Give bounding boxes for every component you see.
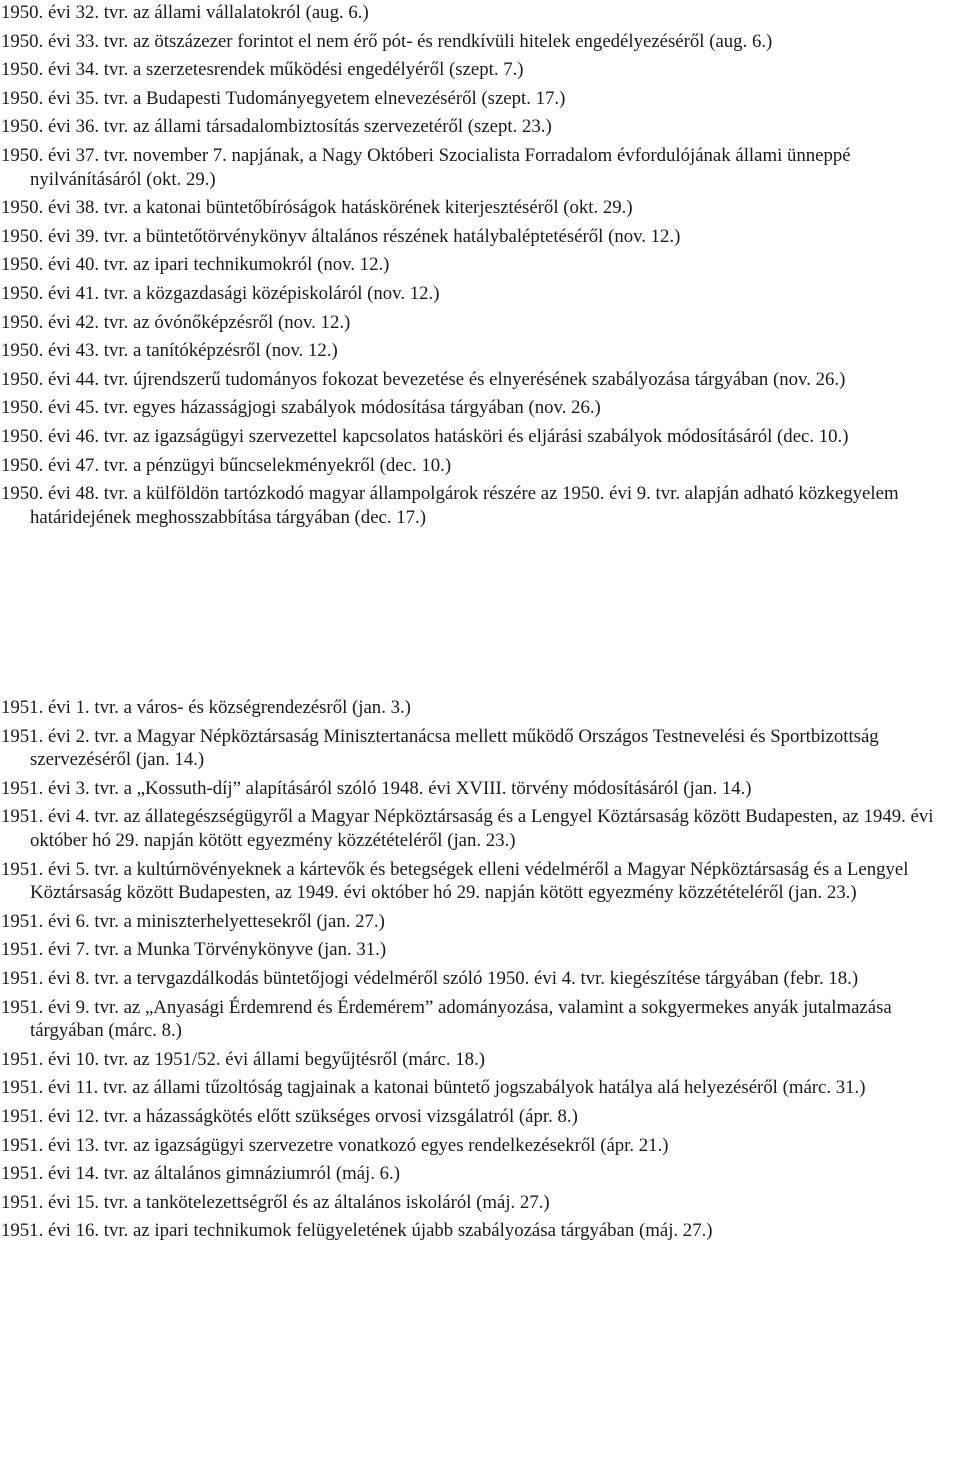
- list-item: 1950. évi 39. tvr. a büntetőtörvénykönyv általános részének hatálybaléptetéséről (nov. 12.): [1, 225, 681, 247]
- list-item: 1951. évi 16. tvr. az ipari technikumok felügyeletének újabb szabályozása tárgyában (máj. 27.): [1, 1220, 713, 1242]
- list-item: 1951. évi 3. tvr. a „Kossuth-díj” alapításáról szóló 1948. évi XVIII. törvény módosításáról (jan. 14.): [1, 777, 752, 799]
- list-item: 1951. évi 5. tvr. a kultúrnövényeknek a kártevők és betegségek elleni védelméről a Magyar Népköztársaság és a Lengyel Köztársaság között Budapesten, az 1949. évi október hó 29. napján kötött egyezmény közzétételéről (jan. 23.): [1, 858, 909, 904]
- list-item: 1951. évi 13. tvr. az igazságügyi szervezetre vonatkozó egyes rendelkezésekről (ápr. 21.): [1, 1134, 669, 1156]
- list-item: 1950. évi 42. tvr. az óvónőképzésről (nov. 12.): [1, 311, 351, 333]
- list-item: 1951. évi 4. tvr. az állategészségügyről a Magyar Népköztársaság és a Lengyel Köztársaság között Budapesten, az 1949. évi október hó 29. napján kötött egyezmény közzétételéről (jan. 23.): [1, 806, 934, 851]
- list-item: 1950. évi 40. tvr. az ipari technikumokról (nov. 12.): [1, 254, 390, 276]
- list-item: 1951. évi 11. tvr. az állami tűzoltóság tagjainak a katonai büntető jogszabályok hatálya alá helyezéséről (márc. 31.): [1, 1077, 866, 1099]
- list-item: 1951. évi 9. tvr. az „Anyasági Érdemrend és Érdemérem” adományozása, valamint a sokgyermekes anyák jutalmazása tárgyában (márc. 8.): [1, 996, 892, 1042]
- list-item: 1950. évi 35. tvr. a Budapesti Tudományegyetem elnevezéséről (szept. 17.): [1, 87, 566, 109]
- list-item: 1950. évi 44. tvr. újrendszerű tudományos fokozat bevezetése és elnyerésének szabályozása tárgyában (nov. 26.): [1, 368, 846, 390]
- list-item: 1951. évi 15. tvr. a tankötelezettségről és az általános iskoláról (máj. 27.): [1, 1191, 550, 1213]
- list-item: 1951. évi 10. tvr. az 1951/52. évi állami begyűjtésről (márc. 18.): [1, 1048, 486, 1070]
- list-item: 1951. évi 12. tvr. a házasságkötés előtt szükséges orvosi vizsgálatról (ápr. 8.): [1, 1105, 578, 1127]
- list-item: 1951. évi 6. tvr. a miniszterhelyettesekről (jan. 27.): [1, 910, 385, 932]
- list-item: 1950. évi 46. tvr. az igazságügyi szervezettel kapcsolatos hatásköri és eljárási szabályok módosításáról (dec. 10.): [1, 425, 849, 447]
- list-item: 1950. évi 36. tvr. az állami társadalombiztosítás szervezetéről (szept. 23.): [1, 116, 552, 138]
- list-item: 1950. évi 32. tvr. az állami vállalatokról (aug. 6.): [1, 2, 369, 23]
- list-item: 1950. évi 33. tvr. az ötszázezer forintot el nem érő pót- és rendkívüli hitelek engedélyezéséről (aug. 6.): [1, 30, 773, 52]
- list-item: 1951. évi 8. tvr. a tervgazdálkodás büntetőjogi védelméről szóló 1950. évi 4. tvr. kiegészítése tárgyában (febr. 18.): [1, 967, 859, 989]
- list-item: 1950. évi 34. tvr. a szerzetesrendek működési engedélyéről (szept. 7.): [1, 59, 524, 81]
- list-item: 1950. évi 38. tvr. a katonai büntetőbíróságok hatáskörének kiterjesztéséről (okt. 29.): [1, 197, 633, 219]
- list-item: 1950. évi 41. tvr. a közgazdasági középiskoláról (nov. 12.): [1, 282, 440, 304]
- list-item: 1950. évi 43. tvr. a tanítóképzésről (nov. 12.): [1, 340, 338, 362]
- list-item: 1950. évi 47. tvr. a pénzügyi bűncselekményekről (dec. 10.): [1, 454, 452, 476]
- decree-list-1950: [1, 1, 956, 534]
- list-item: 1951. évi 14. tvr. az általános gimnáziumról (máj. 6.): [1, 1163, 401, 1185]
- list-item: 1951. évi 2. tvr. a Magyar Népköztársaság Minisztertanácsa mellett működő Országos Testnevelési és Sportbizottság szervezéséről (jan. 14.): [1, 725, 879, 771]
- list-item: 1950. évi 45. tvr. egyes házasságjogi szabályok módosítása tárgyában (nov. 26.): [1, 397, 601, 419]
- list-item: 1950. évi 37. tvr. november 7. napjának, a Nagy Októberi Szocialista Forradalom évfordulójának állami ünneppé nyilvánításáról (okt. 29.): [1, 144, 851, 190]
- list-item: 1951. évi 7. tvr. a Munka Törvénykönyve (jan. 31.): [1, 939, 387, 961]
- list-item: 1950. évi 48. tvr. a külföldön tartózkodó magyar állampolgárok részére az 1950. évi 9. tvr. alapján adható közkegyelem határidejének meghosszabbítása tárgyában (dec. 17.): [1, 483, 899, 528]
- list-item: 1951. évi 1. tvr. a város- és községrendezésről (jan. 3.): [1, 697, 411, 718]
- decree-list-1951: [1, 696, 956, 1248]
